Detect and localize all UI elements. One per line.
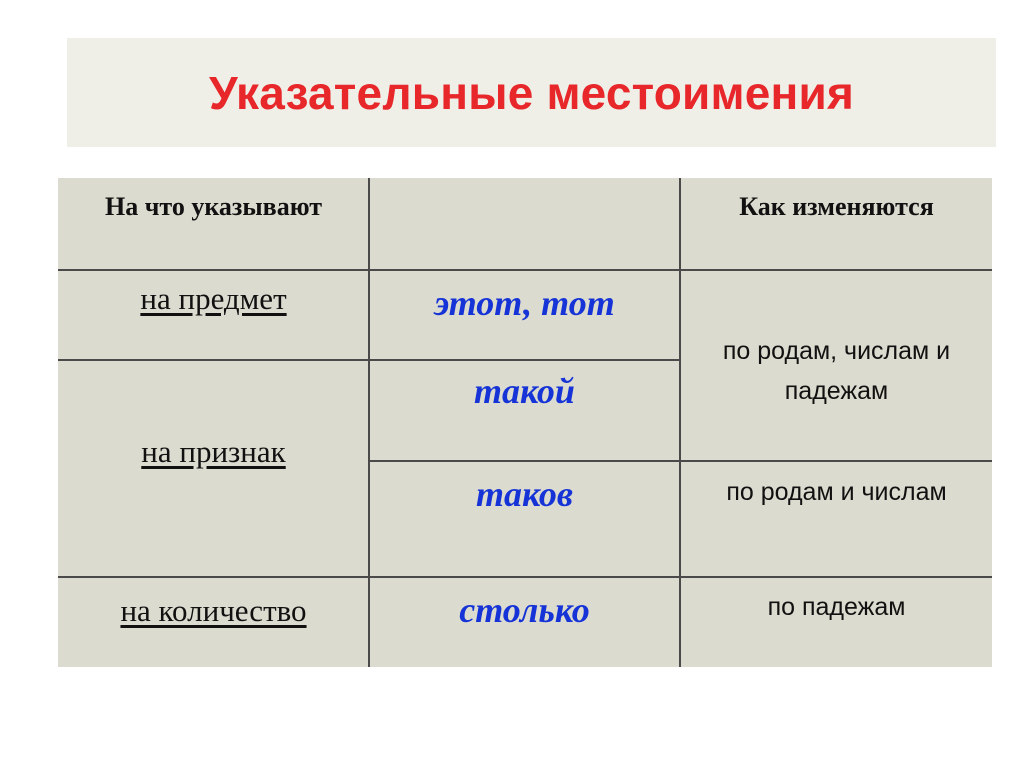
title-banner — [67, 38, 996, 147]
pronoun-table — [58, 178, 992, 667]
row-label-attribute: на признак — [141, 434, 286, 469]
row-label-quantity: на количество — [120, 592, 307, 628]
pronoun-etot-tot: этот, тот — [434, 283, 615, 323]
header-pronouns — [370, 178, 679, 236]
header-how-they-change: Как изменяются — [739, 192, 934, 221]
page-title: Указательные местоимения — [208, 66, 855, 119]
change-genders-numbers-cases: по родам, числам и падежам — [722, 337, 951, 405]
change-cases: по падежам — [767, 593, 906, 621]
pronoun-takoy: такой — [474, 371, 575, 411]
pronoun-stolko: столько — [459, 590, 590, 630]
row-label-subject: на предмет — [140, 281, 287, 316]
pronoun-takov: таков — [476, 474, 573, 514]
header-what-they-point-to: На что указывают — [105, 192, 322, 221]
change-genders-numbers: по родам и числам — [726, 478, 947, 506]
